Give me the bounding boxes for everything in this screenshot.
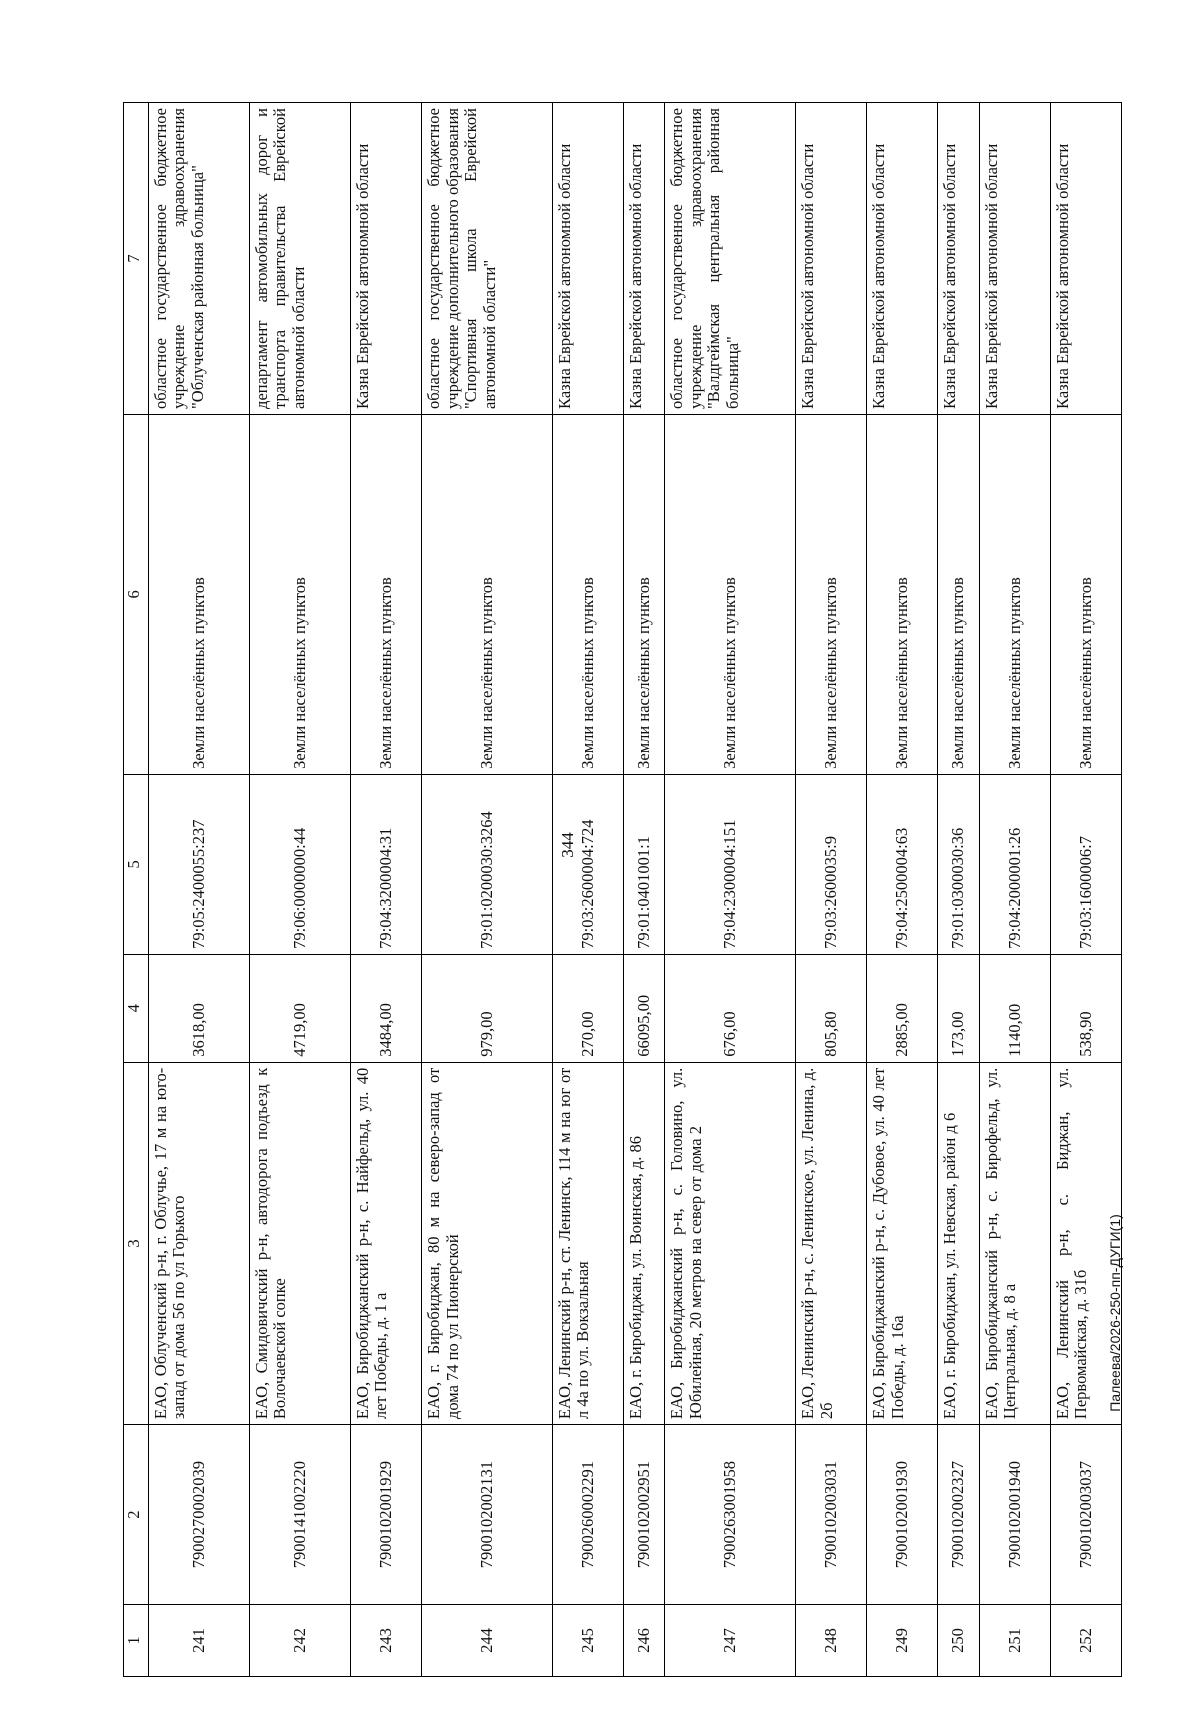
owner-cell: Казна Еврейской автономной области xyxy=(351,103,422,415)
table-header-row xyxy=(124,103,149,1677)
owner-cell: Казна Еврейской автономной области xyxy=(624,103,665,415)
cadastral-number-cell: 79:03:2600035:9 xyxy=(796,774,867,954)
address-cell: ЕАО, г. Биробиджан, ул. Невская, район д 6 xyxy=(938,1062,979,1424)
area-cell: 270,00 xyxy=(553,954,624,1062)
registry-id-cell: 7900260002291 xyxy=(553,1425,624,1605)
area-cell: 1140,00 xyxy=(979,954,1050,1062)
owner-cell: департамент автомобильных дорог и транспорта правительства Еврейской автономной области xyxy=(250,103,351,415)
column-header-3: 3 xyxy=(124,1062,149,1424)
area-cell: 676,00 xyxy=(665,954,796,1062)
row-number-cell: 244 xyxy=(422,1605,553,1677)
area-cell: 3618,00 xyxy=(149,954,250,1062)
registry-id-cell: 7900102003037 xyxy=(1050,1425,1121,1605)
owner-cell: Казна Еврейской автономной области xyxy=(867,103,938,415)
table-row xyxy=(867,103,938,1677)
registry-id-cell: 7900102002131 xyxy=(422,1425,553,1605)
table-row xyxy=(553,103,624,1677)
area-cell: 66095,00 xyxy=(624,954,665,1062)
row-number-cell: 246 xyxy=(624,1605,665,1677)
row-number-cell: 249 xyxy=(867,1605,938,1677)
area-cell: 173,00 xyxy=(938,954,979,1062)
land-category-cell: Земли населённых пунктов xyxy=(979,414,1050,774)
registry-id-cell: 7900102001930 xyxy=(867,1425,938,1605)
registry-id-cell: 7900102003031 xyxy=(796,1425,867,1605)
cadastral-number-cell: 79:06:0000000:44 xyxy=(250,774,351,954)
owner-cell: Казна Еврейской автономной области xyxy=(979,103,1050,415)
cadastral-number-cell: 79:04:3200004:31 xyxy=(351,774,422,954)
registry-id-cell: 7900102001940 xyxy=(979,1425,1050,1605)
owner-cell: областное государственное бюджетное учреждение здравоохранения "Облученская районная больница" xyxy=(149,103,250,415)
document-footer: Палеева/2026-250-пп-ДУГИ(1) xyxy=(1107,1214,1123,1412)
table-row xyxy=(422,103,553,1677)
cadastral-number-cell: 79:04:2000001:26 xyxy=(979,774,1050,954)
land-category-cell: Земли населённых пунктов xyxy=(796,414,867,774)
table-row xyxy=(1050,103,1121,1677)
cadastral-number-cell: 79:01:0401001:1 xyxy=(624,774,665,954)
land-category-cell: Земли населённых пунктов xyxy=(867,414,938,774)
land-category-cell: Земли населённых пунктов xyxy=(250,414,351,774)
table-row xyxy=(149,103,250,1677)
registry-id-cell: 7900270002039 xyxy=(149,1425,250,1605)
registry-id-cell: 7900141002220 xyxy=(250,1425,351,1605)
table-row xyxy=(250,103,351,1677)
row-number-cell: 251 xyxy=(979,1605,1050,1677)
land-category-cell: Земли населённых пунктов xyxy=(624,414,665,774)
row-number-cell: 252 xyxy=(1050,1605,1121,1677)
table-row xyxy=(979,103,1050,1677)
land-category-cell: Земли населённых пунктов xyxy=(1050,414,1121,774)
column-header-5: 5 xyxy=(124,774,149,954)
registry-id-cell: 7900102002951 xyxy=(624,1425,665,1605)
owner-cell: Казна Еврейской автономной области xyxy=(1050,103,1121,415)
address-cell: ЕАО, г. Биробиджан, 80 м на северо-запад от дома 74 по ул Пионерской xyxy=(422,1062,553,1424)
land-category-cell: Земли населённых пунктов xyxy=(422,414,553,774)
table-row xyxy=(351,103,422,1677)
cadastral-number-cell: 79:05:2400055:237 xyxy=(149,774,250,954)
row-number-cell: 248 xyxy=(796,1605,867,1677)
row-number-cell: 243 xyxy=(351,1605,422,1677)
cadastral-number-cell: 79:03:2600004:724 xyxy=(553,774,624,954)
column-header-1: 1 xyxy=(124,1605,149,1677)
owner-cell: Казна Еврейской автономной области xyxy=(553,103,624,415)
address-cell: ЕАО, Биробиджанский р-н, с. Бирофельд, ул. Центральная, д. 8 а xyxy=(979,1062,1050,1424)
row-number-cell: 247 xyxy=(665,1605,796,1677)
table-row xyxy=(938,103,979,1677)
column-header-4: 4 xyxy=(124,954,149,1062)
row-number-cell: 241 xyxy=(149,1605,250,1677)
address-cell: ЕАО, Ленинский р-н, с. Биджан, ул. Первомайская, д. 31б xyxy=(1050,1062,1121,1424)
area-cell: 2885,00 xyxy=(867,954,938,1062)
page-number: 344 xyxy=(557,832,577,858)
area-cell: 979,00 xyxy=(422,954,553,1062)
registry-id-cell: 7900263001958 xyxy=(665,1425,796,1605)
address-cell: ЕАО, Облученский р-н, г. Облучье, 17 м на юго-запад от дома 56 по ул Горького xyxy=(149,1062,250,1424)
area-cell: 4719,00 xyxy=(250,954,351,1062)
land-category-cell: Земли населённых пунктов xyxy=(553,414,624,774)
owner-cell: областное государственное бюджетное учреждение здравоохранения "Валдгеймская центральная районная больница" xyxy=(665,103,796,415)
owner-cell: областное государственное бюджетное учреждение дополнительного образования "Спортивная школа Еврейской автономной области" xyxy=(422,103,553,415)
land-category-cell: Земли населённых пунктов xyxy=(351,414,422,774)
area-cell: 805,80 xyxy=(796,954,867,1062)
table-row xyxy=(624,103,665,1677)
address-cell: ЕАО, Биробиджанский р-н, с. Дубовое, ул. 40 лет Победы, д. 16а xyxy=(867,1062,938,1424)
table-row xyxy=(665,103,796,1677)
address-cell: ЕАО, г. Биробиджан, ул. Воинская, д. 86 xyxy=(624,1062,665,1424)
cadastral-number-cell: 79:04:2300004:151 xyxy=(665,774,796,954)
address-cell: ЕАО, Ленинский р-н, ст. Ленинск, 114 м на юг от л 4а по ул. Вокзальная xyxy=(553,1062,624,1424)
cadastral-number-cell: 79:03:1600006:7 xyxy=(1050,774,1121,954)
cadastral-number-cell: 79:01:0200030:3264 xyxy=(422,774,553,954)
land-registry-table xyxy=(123,102,1122,1677)
row-number-cell: 242 xyxy=(250,1605,351,1677)
registry-id-cell: 7900102002327 xyxy=(938,1425,979,1605)
area-cell: 538,90 xyxy=(1050,954,1121,1062)
owner-cell: Казна Еврейской автономной области xyxy=(796,103,867,415)
registry-id-cell: 7900102001929 xyxy=(351,1425,422,1605)
address-cell: ЕАО, Ленинский р-н, с. Ленинское, ул. Ленина, д. 2б xyxy=(796,1062,867,1424)
land-category-cell: Земли населённых пунктов xyxy=(149,414,250,774)
land-category-cell: Земли населённых пунктов xyxy=(665,414,796,774)
column-header-6: 6 xyxy=(124,414,149,774)
table-row xyxy=(796,103,867,1677)
area-cell: 3484,00 xyxy=(351,954,422,1062)
address-cell: ЕАО, Биробиджанский р-н, с. Найфельд, ул. 40 лет Победы, д. 1 а xyxy=(351,1062,422,1424)
owner-cell: Казна Еврейской автономной области xyxy=(938,103,979,415)
address-cell: ЕАО, Биробиджанский р-н, с. Головино, ул. Юбилейная, 20 метров на север от дома 2 xyxy=(665,1062,796,1424)
address-cell: ЕАО, Смидовичский р-н, автодорога подъезд к Волочаевской сопке xyxy=(250,1062,351,1424)
land-category-cell: Земли населённых пунктов xyxy=(938,414,979,774)
row-number-cell: 245 xyxy=(553,1605,624,1677)
row-number-cell: 250 xyxy=(938,1605,979,1677)
cadastral-number-cell: 79:04:2500004:63 xyxy=(867,774,938,954)
table-body xyxy=(149,103,1122,1677)
cadastral-number-cell: 79:01:0300030:36 xyxy=(938,774,979,954)
column-header-7: 7 xyxy=(124,103,149,415)
column-header-2: 2 xyxy=(124,1425,149,1605)
